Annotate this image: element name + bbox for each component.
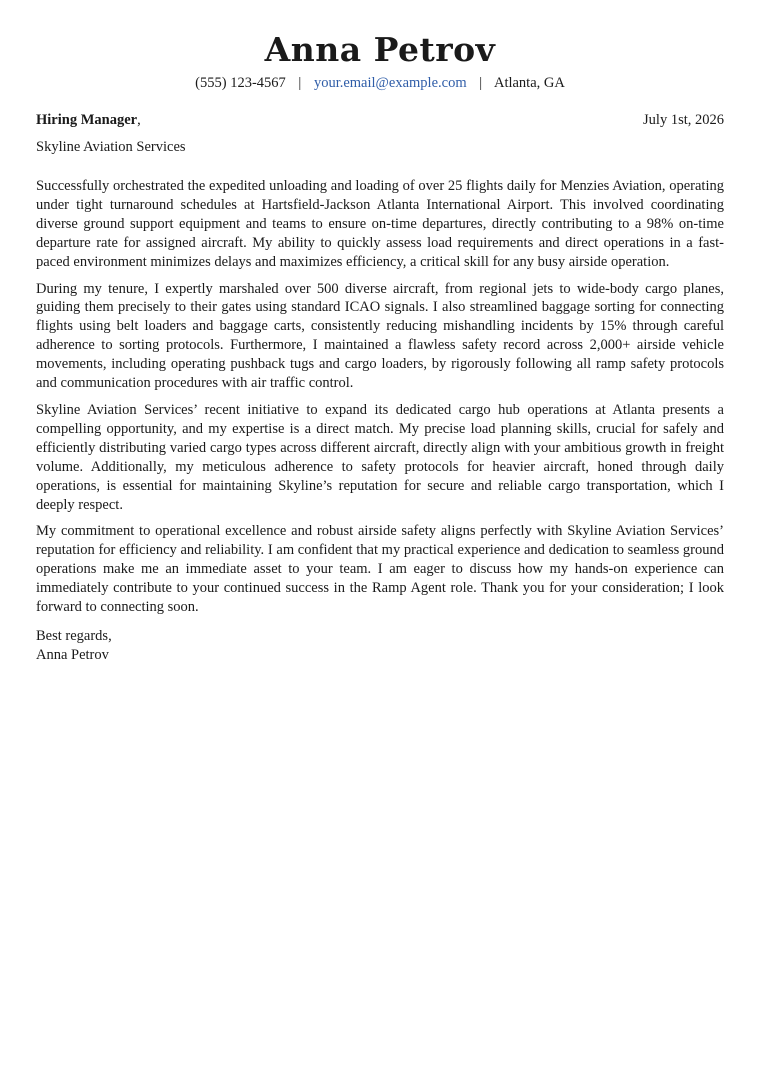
letter-date: July 1st, 2026 xyxy=(643,112,724,128)
signature: Anna Petrov xyxy=(36,646,109,663)
sign-off: Best regards, xyxy=(36,627,112,644)
contact-separator: | xyxy=(479,75,483,91)
contact-line xyxy=(36,73,724,93)
letter-closing xyxy=(36,627,724,665)
applicant-name: Anna Petrov xyxy=(264,30,496,69)
body-paragraph: During my tenure, I expertly marshaled over 500 diverse aircraft, from regional jets to wide-body cargo planes, guiding them precisely to their gates using standard ICAO signals. I also streamlined baggage sorting for connecting flights using belt loaders and baggage carts, consistently reducing mishandling incidents by 15% through careful adherence to sorting protocols. Furthermore, I maintained a flawless safety record across 2,000+ airside vehicle movements, including operating pushback tugs and cargo loaders, by rigorously following all ramp safety protocols and communication procedures with air traffic control. xyxy=(36,280,724,392)
body-paragraph: My commitment to operational excellence and robust airside safety aligns perfectly with Skyline Aviation Services’ reputation for efficiency and reliability. I am confident that my practical experience and dedication to seamless ground operations make me an immediate asset to your team. I am eager to discuss how my hands-on experience can immediately contribute to your continued success in the Ramp Agent role. Thank you for your consideration; I look forward to connecting soon. xyxy=(36,523,724,616)
email-link[interactable]: your.email@example.com xyxy=(313,75,467,91)
body-paragraph: Successfully orchestrated the expedited unloading and loading of over 25 flights daily for Menzies Aviation, operating under tight turnaround schedules at Hartsfield-Jackson Atlanta International Airport. This involved coordinating diverse ground support equipment and teams to ensure on-time departures, directly contributing to a 98% on-time departure rate for assigned aircraft. My ability to quickly assess load requirements and direct operations in a fast-paced environment minimizes delays and maximizes efficiency, a critical skill for any busy airside operation. xyxy=(36,178,724,270)
letter-body xyxy=(36,177,724,617)
contact-separator: | xyxy=(298,75,302,91)
body-paragraph: Skyline Aviation Services’ recent initiative to expand its dedicated cargo hub operations at Atlanta presents a compelling opportunity, and my expertise is a direct match. My precise load planning skills, crucial for safely and efficiently distributing varied cargo types across different aircraft, directly align with your ambitious growth in freight volume. Additionally, my meticulous adherence to safety protocols for heavier aircraft, honed through daily operations, is essential for maintaining Skyline’s reputation for secure and reliable cargo transportation, which I deeply respect. xyxy=(36,401,724,513)
phone-number: (555) 123-4567 xyxy=(195,75,286,91)
recipient-company: Skyline Aviation Services xyxy=(36,139,186,155)
recipient-name-suffix: , xyxy=(137,112,141,128)
recipient-name: Hiring Manager xyxy=(36,112,138,128)
location: Atlanta, GA xyxy=(493,75,565,91)
recipient xyxy=(36,111,141,129)
recipient-row xyxy=(36,111,724,129)
